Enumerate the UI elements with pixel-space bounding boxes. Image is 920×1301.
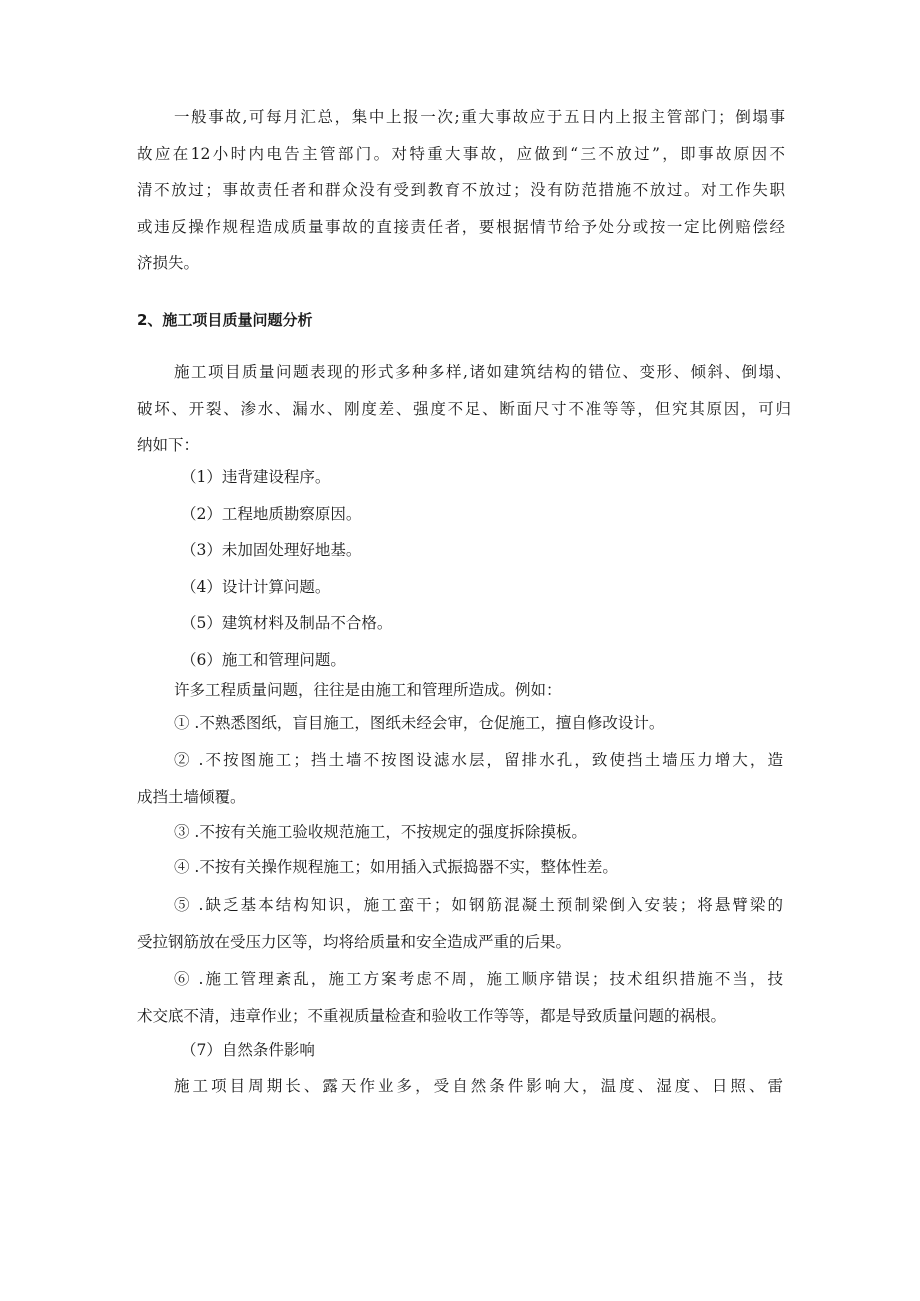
text-line: 或违反操作规程造成质量事故的直接责任者，要根据情节给予处分或按一定比例赔偿经 bbox=[137, 217, 785, 236]
text-line: 济损失。 bbox=[137, 254, 200, 272]
text-line: ⑤ .缺乏基本结构知识，施工蛮干；如钢筋混凝土预制梁倒入安装；将悬臂梁的 bbox=[174, 896, 783, 914]
list-item: （2）工程地质勘察原因。 bbox=[181, 504, 362, 523]
text-line: 施工项目质量问题表现的形式多种多样,诸如建筑结构的错位、变形、倾斜、倒塌、 bbox=[174, 363, 791, 381]
text-line: 破坏、开裂、渗水、漏水、刚度差、强度不足、断面尺寸不准等等，但究其原因，可归 bbox=[137, 399, 791, 418]
paragraph-accident-reporting bbox=[137, 99, 785, 282]
causes-list bbox=[181, 459, 392, 678]
example-item bbox=[137, 887, 783, 960]
list-item: （5）建筑材料及制品不合格。 bbox=[181, 614, 393, 632]
text-line: ⑥ .施工管理紊乱，施工方案考虑不周，施工顺序错误；技术组织措施不当，技 bbox=[174, 970, 783, 988]
list-item: （4）设计计算问题。 bbox=[181, 577, 331, 596]
text-line: ② .不按图施工；挡土墙不按图设滤水层，留排水孔，致使挡土墙压力增大，造 bbox=[174, 751, 783, 769]
text-line: 成挡土墙倾覆。 bbox=[137, 787, 246, 806]
list-item: （6）施工和管理问题。 bbox=[181, 650, 346, 669]
text-line: 受拉钢筋放在受压力区等，均将给质量和安全造成严重的后果。 bbox=[137, 932, 572, 951]
management-intro: 许多工程质量问题，往往是由施工和管理所造成。例如： bbox=[174, 681, 562, 699]
example-item: ① .不熟悉图纸，盲目施工，图纸未经会审，仓促施工，擅自修改设计。 bbox=[174, 714, 665, 732]
list-item: （1）违背建设程序。 bbox=[181, 468, 331, 486]
text-line: 清不放过；事故责任者和群众没有受到教育不放过；没有防范措施不放过。对工作失职 bbox=[137, 181, 785, 199]
text-line: 纳如下： bbox=[137, 436, 200, 454]
paragraph-quality-problems bbox=[137, 354, 791, 464]
text-line: 一般事故,可每月汇总，集中上报一次;重大事故应于五日内上报主管部门；倒塌事 bbox=[174, 108, 785, 126]
example-item: ③ .不按有关施工验收规范施工，不按规定的强度拆除摸板。 bbox=[174, 823, 587, 841]
section-heading: 2、施工项目质量问题分析 bbox=[137, 311, 313, 329]
list-item: （3）未加固处理好地基。 bbox=[181, 541, 362, 559]
example-item bbox=[137, 742, 783, 815]
example-item bbox=[137, 961, 783, 1034]
text-line: 故应在12小时内电告主管部门。对特重大事故，应做到“三不放过”，即事故原因不 bbox=[137, 144, 785, 163]
text-line: 术交底不清，违章作业；不重视质量检查和验收工作等等，都是导致质量问题的祸根。 bbox=[137, 1006, 727, 1025]
example-item: ④ .不按有关操作规程施工；如用插入式振捣器不实，整体性差。 bbox=[174, 858, 618, 876]
paragraph-natural-conditions: 施工项目周期长、露天作业多，受自然条件影响大，温度、湿度、日照、雷 bbox=[174, 1077, 783, 1095]
list-item: （7）自然条件影响 bbox=[181, 1041, 315, 1059]
